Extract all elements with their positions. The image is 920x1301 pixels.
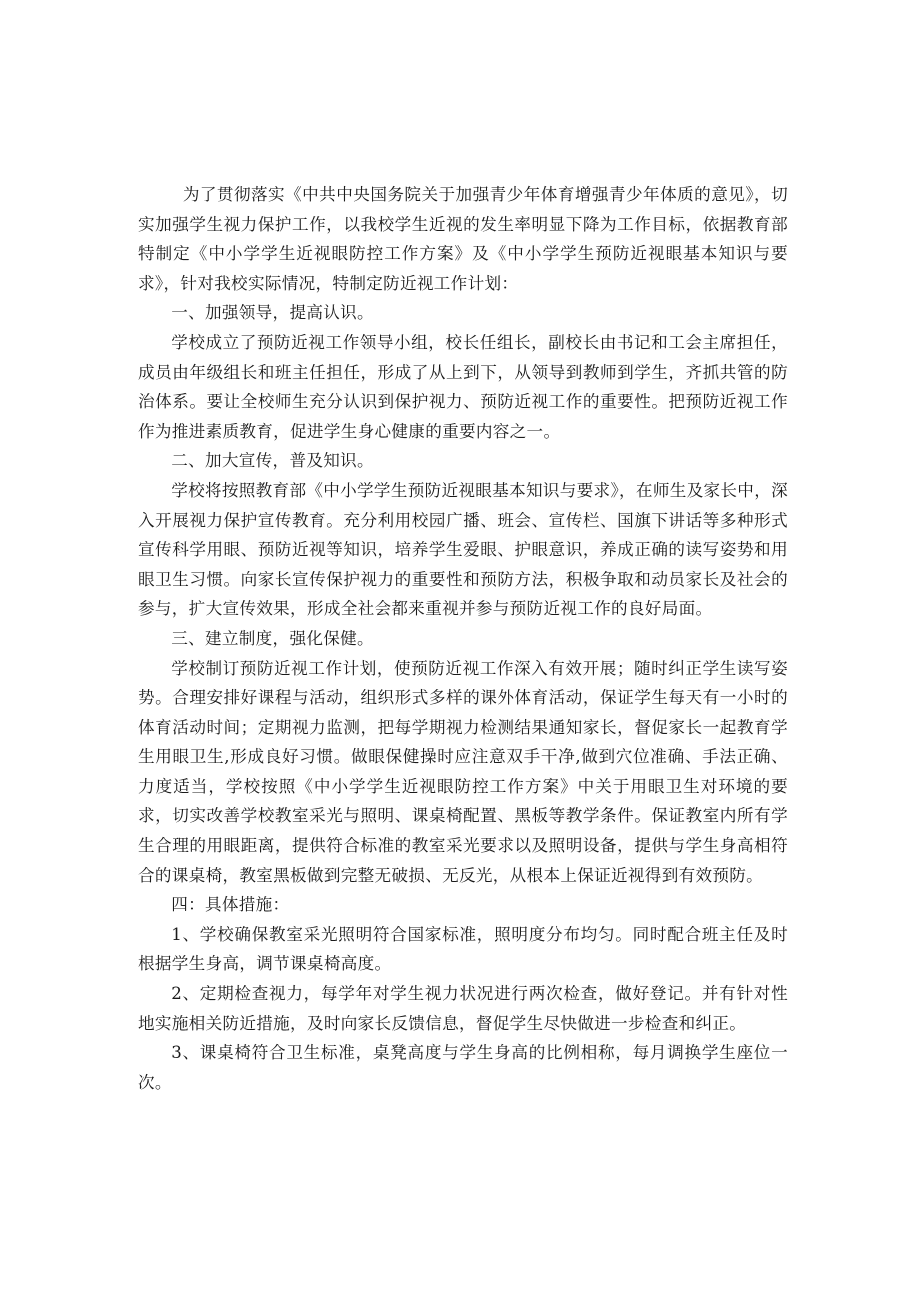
section-4-heading: 四：具体措施： [171,895,290,915]
measure-3: 3、课桌椅符合卫生标准，桌凳高度与学生身高的比例相称，每月调换学生座位一次。 [138,1043,788,1092]
section-3-body: 学校制订预防近视工作计划，使预防近视工作深入有效开展；随时纠正学生读写姿势。合理安排好课程与活动，组织形式多样的课外体育活动，保证学生每天有一小时的体育活动时间；定期视力监测，把每学期视力检测结果通知家长，督促家长一起教育学生用眼卫生,形成良好习惯。做眼保健操时应注意双手干净,做到穴位准确、手法正确、力度适当，学校按照《中小学学生近视眼防控工作方案》中关于用眼卫生对环境的要求，切实改善学校教室采光与照明、课桌椅配置、黑板等教学条件。保证教室内所有学生合理的用眼距离，提供符合标准的教室采光要求以及照明设备，提供与学生身高相符合的课桌椅，教室黑板做到完整无破损、无反光，从根本上保证近视得到有效预防。 [138,658,788,885]
intro-paragraph: 为了贯彻落实《中共中央国务院关于加强青少年体育增强青少年体质的意见》，切实加强学生视力保护工作，以我校学生近视的发生率明显下降为工作目标，依据教育部特制定《中小学学生近视眼防控工作方案》及《中小学学生预防近视眼基本知识与要求》，针对我校实际情况，特制定防近视工作计划： [138,185,788,293]
measure-1: 1、学校确保教室采光照明符合国家标准，照明度分布均匀。同时配合班主任及时根据学生身高，调节课桌椅高度。 [138,924,788,974]
section-1-body: 学校成立了预防近视工作领导小组，校长任组长，副校长由书记和工会主席担任，成员由年级组长和班主任担任，形成了从上到下，从领导到教师到学生，齐抓共管的防治体系。要让全校师生充分认识到保护视力、预防近视工作的重要性。把预防近视工作作为推进素质教育，促进学生身心健康的重要内容之一。 [138,332,788,441]
section-1-heading: 一、加强领导，提高认识。 [171,303,374,323]
section-3-heading: 三、建立制度，强化保健。 [171,628,374,648]
section-2-heading: 二、加大宣传，普及知识。 [171,451,374,471]
document-body [138,180,788,1097]
section-2-body: 学校将按照教育部《中小学学生预防近视眼基本知识与要求》，在师生及家长中，深入开展视力保护宣传教育。充分利用校园广播、班会、宣传栏、国旗下讲话等多种形式宣传科学用眼、预防近视等知识，培养学生爱眼、护眼意识，养成正确的读写姿势和用眼卫生习惯。向家长宣传保护视力的重要性和预防方法，积极争取和动员家长及社会的参与，扩大宣传效果，形成全社会都来重视并参与预防近视工作的良好局面。 [138,480,788,619]
measure-2: 2、定期检查视力，每学年对学生视力状况进行两次检查，做好登记。并有针对性地实施相关防近措施，及时向家长反馈信息，督促学生尽快做进一步检查和纠正。 [138,984,788,1033]
